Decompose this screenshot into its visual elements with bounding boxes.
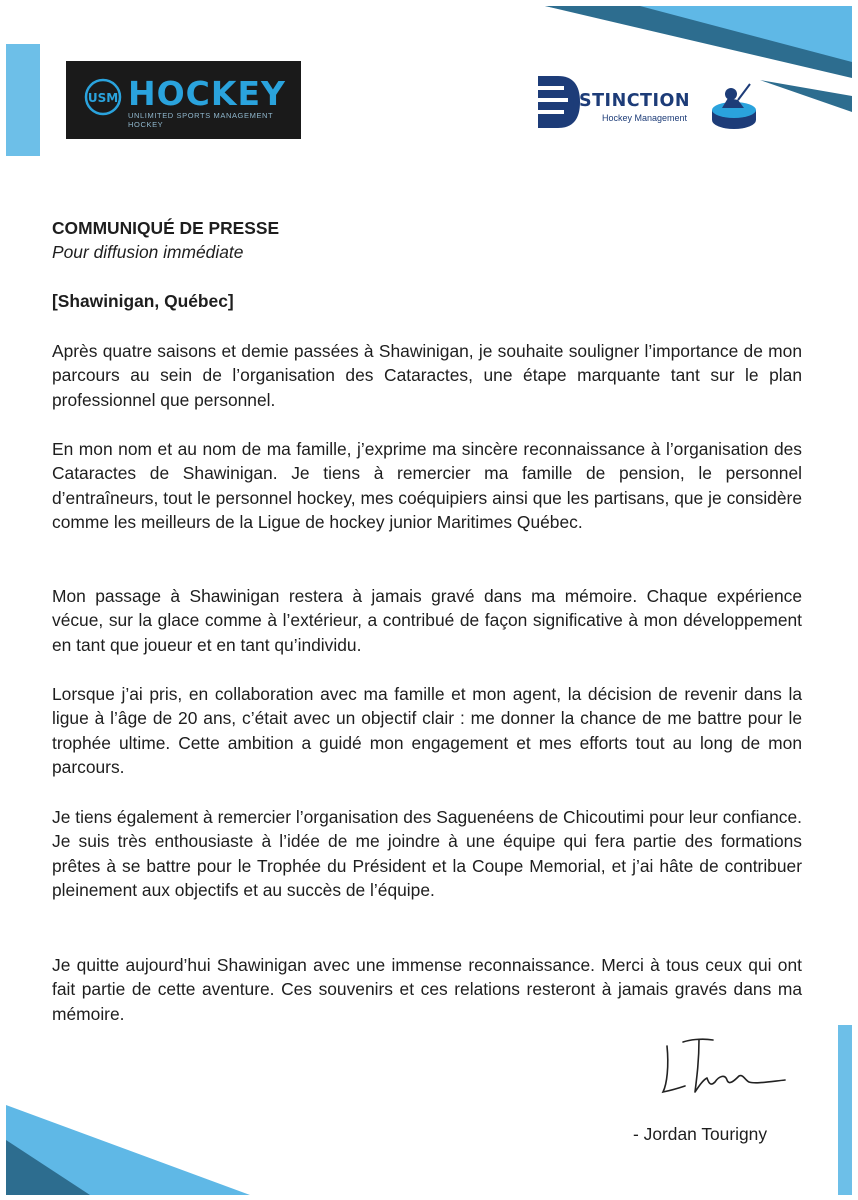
paragraph-5: Je tiens également à remercier l’organisation des Saguenéens de Chicoutimi pour leur confiance. Je suis très enthousiaste à l’idée de me joindre à une équipe qui fera partie des formations prêtes à se battre pour le Trophée du Président et la Coupe Memorial, et j’ai hâte de contribuer pleinement aux objectifs et au succès de l’équipe. <box>52 807 802 901</box>
press-release-title: COMMUNIQUÉ DE PRESSE <box>52 218 280 238</box>
press-release-subtitle: Pour diffusion immédiate <box>52 242 244 262</box>
usm-logo-word: HOCKEY <box>128 74 286 113</box>
signer-name: - Jordan Tourigny <box>633 1124 768 1144</box>
usm-logo-tagline: UNLIMITED SPORTS MANAGEMENT HOCKEY <box>128 111 274 129</box>
paragraph-1: Après quatre saisons et demie passées à Shawinigan, je souhaite souligner l’importance de mon parcours au sein de l’organisation des Cataractes, une étape marquante tant sur le plan professionnel que personnel. <box>52 341 802 410</box>
distinction-logo-word: ISTINCTION <box>572 91 691 111</box>
paragraph-3: Mon passage à Shawinigan restera à jamais gravé dans ma mémoire. Chaque expérience vécue, sur la glace comme à l’extérieur, a contribué de façon significative à mon développement en tant que joueur et en tant qu’individu. <box>52 586 802 655</box>
distinction-logo <box>536 70 758 136</box>
usm-hockey-logo <box>66 61 301 139</box>
usm-monogram-icon <box>84 78 122 116</box>
distinction-logo-tagline: Hockey Management <box>602 113 688 123</box>
paragraph-2: En mon nom et au nom de ma famille, j’exprime ma sincère reconnaissance à l’organisation des Cataractes de Shawinigan. Je tiens à remercier ma famille de pension, le personnel d’entraîneurs, tout le personnel hockey, mes coéquipiers ainsi que les partisans, que je considère comme les meilleurs de la Ligue de hockey junior Maritimes Québec. <box>52 439 802 533</box>
dateline-location: [Shawinigan, Québec] <box>52 291 234 311</box>
paragraph-4: Lorsque j’ai pris, en collaboration avec ma famille et mon agent, la décision de revenir dans la ligue à l’âge de 20 ans, c’était avec un objectif clair : me donner la chance de me battre pour le trophée ultime. Cette ambition a guidé mon engagement et mes efforts tout au long de mon parcours. <box>52 684 802 778</box>
paragraph-6: Je quitte aujourd’hui Shawinigan avec une immense reconnaissance. Merci à tous ceux qui ont fait partie de cette aventure. Ces souvenirs et ces relations resteront à jamais gravés dans ma mémoire. <box>52 955 802 1024</box>
top-right-accent-stripe <box>760 80 852 112</box>
handwritten-signature <box>655 1036 790 1104</box>
top-left-accent-bar <box>6 44 40 156</box>
bottom-right-accent-bar <box>838 1025 852 1195</box>
svg-text:USM: USM <box>87 91 119 105</box>
